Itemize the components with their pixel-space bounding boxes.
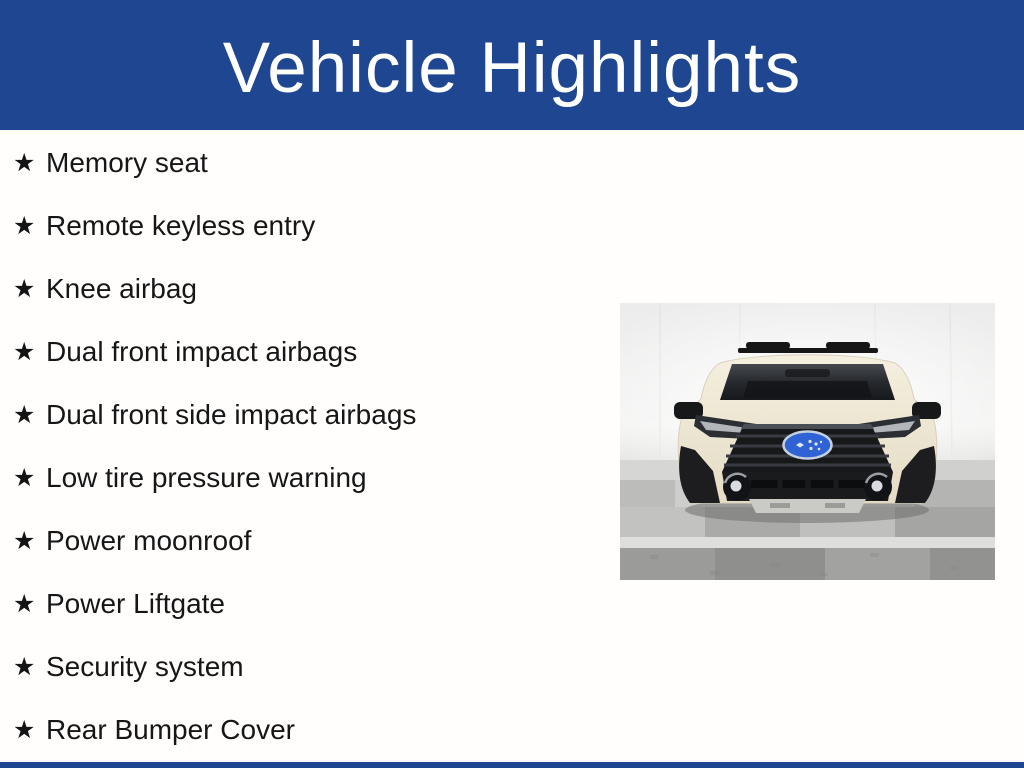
star-bullet-icon: ★ <box>13 275 36 303</box>
fog-light-left <box>723 473 751 501</box>
star-bullet-icon: ★ <box>13 716 36 744</box>
list-item <box>0 573 600 636</box>
star-bullet-icon: ★ <box>13 338 36 366</box>
list-item <box>0 321 600 384</box>
vehicle-photo-illustration <box>620 303 995 580</box>
list-item <box>0 384 600 447</box>
list-item-label: Dual front side impact airbags <box>46 399 417 431</box>
list-item <box>0 510 600 573</box>
list-item-label: Security system <box>46 651 244 683</box>
car <box>674 342 941 513</box>
list-item <box>0 636 600 699</box>
star-bullet-icon: ★ <box>13 401 36 429</box>
list-item <box>0 132 600 195</box>
list-item-label: Remote keyless entry <box>46 210 316 242</box>
star-bullet-icon: ★ <box>13 653 36 681</box>
slide-header <box>0 0 1024 130</box>
list-item <box>0 258 600 321</box>
star-bullet-icon: ★ <box>13 590 36 618</box>
subaru-badge-icon <box>784 432 832 459</box>
list-item-label: Knee airbag <box>46 273 198 305</box>
list-item-label: Low tire pressure warning <box>46 462 367 494</box>
star-bullet-icon: ★ <box>13 527 36 555</box>
list-item-label: Rear Bumper Cover <box>46 714 295 746</box>
vehicle-photo <box>620 303 995 580</box>
star-bullet-icon: ★ <box>13 212 36 240</box>
star-bullet-icon: ★ <box>13 149 36 177</box>
list-item-label: Power Liftgate <box>46 588 225 620</box>
list-item <box>0 699 600 762</box>
fog-light-right <box>864 473 892 501</box>
page-title: Vehicle Highlights <box>222 28 802 108</box>
list-item <box>0 447 600 510</box>
highlight-list <box>0 132 600 762</box>
list-item <box>0 195 600 258</box>
footer-accent-bar <box>0 762 1024 768</box>
star-bullet-icon: ★ <box>13 464 36 492</box>
list-item-label: Dual front impact airbags <box>46 336 358 368</box>
skid-plate <box>749 499 866 513</box>
list-item-label: Power moonroof <box>46 525 252 557</box>
list-item-label: Memory seat <box>46 147 208 179</box>
